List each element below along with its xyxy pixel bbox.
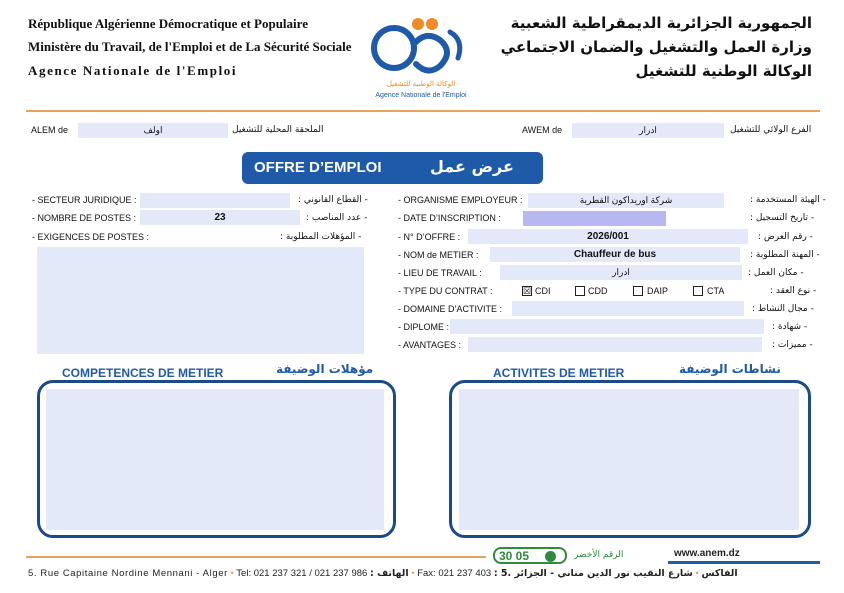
checkbox-daip[interactable] — [633, 286, 643, 296]
address-fr: 5. Rue Capitaine Nordine Mennani - Alger — [28, 568, 228, 579]
checkbox-cta[interactable] — [693, 286, 703, 296]
organisme-field[interactable]: شركة اوريداكون القطرية — [528, 193, 724, 208]
footer-fax-ar: : الفاكس — [493, 568, 738, 579]
checkbox-cdd-label: CDD — [588, 286, 608, 296]
activites-title: ACTIVITES DE METIER — [493, 366, 625, 380]
footer-rule-orange — [26, 556, 486, 558]
avantages-label-ar: - مميزات : — [772, 340, 813, 350]
checkbox-cdi[interactable]: ☒ — [523, 286, 532, 296]
organisme-label: - ORGANISME EMPLOYEUR : — [398, 195, 523, 205]
header-ar-line2: وزارة العمل والتشغيل والضمان الاجتماعي — [500, 38, 812, 56]
header-ar-line1: الجمهورية الجزائرية الديمقراطية الشعبية — [510, 14, 812, 32]
noffre-label-ar: - رقم العرض : — [758, 232, 813, 242]
secteur-label-ar: - القطاع القانوني : — [298, 195, 368, 205]
awem-label: AWEM de — [522, 125, 563, 135]
diplome-field[interactable] — [450, 319, 764, 334]
anem-logo — [366, 10, 476, 106]
date-field[interactable] — [523, 211, 666, 226]
nombre-label-ar: - عدد المناصب : — [306, 213, 368, 223]
diplome-label-ar: - شهادة : — [772, 322, 808, 332]
logo-caption-ar: الوكالة الوطنية للتشغيل — [386, 80, 456, 88]
avantages-field[interactable] — [468, 337, 762, 352]
green-number: 30 05 — [499, 549, 530, 563]
noffre-field[interactable]: 2026/001 — [468, 229, 748, 244]
contrat-label-ar: - نوع العقد : — [770, 286, 817, 296]
header-fr-line2: Ministère du Travail, de l'Emploi et de La Sécurité Sociale — [28, 39, 352, 54]
checkbox-cdi-label: CDI — [535, 286, 551, 296]
lieu-field[interactable]: ادرار — [500, 265, 742, 280]
secteur-label: - SECTEUR JURIDIQUE : — [32, 195, 137, 205]
offer-title-bar — [242, 152, 543, 184]
checkbox-cta-label: CTA — [707, 286, 725, 296]
footer-address: 5. Rue Capitaine Nordine Mennani - Alger • Tel: 021 237 321 / 021 237 986 : الهاتف • Fax: 021 237 403 : الفاكس • شارع النقيب نور الدين مناني - الجزائر .5 — [28, 568, 738, 579]
header-ar-line3: الوكالة الوطنية للتشغيل — [635, 62, 812, 80]
anem-logo-icon — [366, 10, 476, 82]
activites-textarea[interactable] — [459, 389, 799, 530]
phone-icon — [545, 551, 556, 562]
header-fr-line3: Agence Nationale de l'Emploi — [28, 63, 238, 78]
alem-label-ar: الملحقة المحلية للتشغيل — [232, 125, 324, 135]
lieu-label-ar: - مكان العمل : — [748, 268, 804, 278]
footer-tel-ar: : الهاتف — [369, 568, 409, 579]
checkbox-daip-label: DAIP — [647, 286, 669, 296]
diplome-label: - DIPLOME : — [398, 322, 450, 332]
header-divider — [26, 110, 820, 112]
footer-fax: Fax: 021 237 403 — [417, 568, 492, 579]
competences-textarea[interactable] — [46, 389, 384, 530]
footer-rule-blue — [668, 561, 820, 564]
activites-title-ar: نشاطات الوضيفة — [679, 362, 781, 376]
checkbox-cdd[interactable] — [575, 286, 585, 296]
exigences-textarea[interactable] — [37, 247, 364, 354]
domaine-field[interactable] — [512, 301, 744, 316]
activites-panel — [449, 380, 811, 538]
alem-label: ALEM de — [31, 125, 69, 135]
avantages-label: - AVANTAGES : — [398, 340, 462, 350]
green-number-label-ar: الرقم الأخضر — [574, 550, 624, 560]
awem-field[interactable]: ادرار — [572, 123, 724, 138]
awem-label-ar: الفرع الولائي للتشغيل — [730, 125, 812, 135]
website-link[interactable]: www.anem.dz — [674, 548, 740, 559]
contrat-label: - TYPE DU CONTRAT : — [398, 286, 493, 296]
competences-title: COMPETENCES DE METIER — [62, 366, 224, 380]
header-fr-line1: République Algérienne Démocratique et Populaire — [28, 16, 308, 31]
metier-field[interactable]: Chauffeur de bus — [490, 247, 740, 262]
title-ar: عرض عمل — [430, 157, 514, 176]
logo-caption-fr: Agence Nationale de l'Emploi — [375, 92, 467, 99]
competences-title-ar: مؤهلات الوضيفة — [276, 362, 374, 376]
title-fr: OFFRE D’EMPLOI — [254, 159, 382, 176]
nombre-label: - NOMBRE DE POSTES : — [32, 213, 137, 223]
metier-label: - NOM de METIER : — [398, 250, 479, 260]
footer-tel: Tel: 021 237 321 / 021 237 986 — [236, 568, 368, 579]
exigences-label: - EXIGENCES DE POSTES : — [32, 232, 150, 242]
noffre-label: - N° D’OFFRE : — [398, 232, 461, 242]
date-label-ar: - تاريخ التسجيل : — [750, 213, 815, 223]
domaine-label-ar: - مجال النشاط : — [752, 304, 814, 314]
exigences-label-ar: - المؤهلات المطلوبة : — [280, 232, 362, 242]
date-label: - DATE D’INSCRIPTION : — [398, 213, 501, 223]
green-number-badge — [493, 547, 567, 564]
lieu-label: - LIEU DE TRAVAIL : — [398, 268, 482, 278]
metier-label-ar: - المهنة المطلوبة : — [750, 250, 820, 260]
address-ar: شارع النقيب نور الدين مناني - الجزائر .5 — [500, 568, 693, 579]
competences-panel — [37, 380, 396, 538]
nombre-field[interactable]: 23 — [140, 210, 300, 225]
secteur-field[interactable] — [140, 193, 290, 208]
alem-field[interactable]: اولف — [78, 123, 228, 138]
domaine-label: - DOMAINE D’ACTIVITE : — [398, 304, 503, 314]
organisme-label-ar: - الهيئة المستخدمة : — [750, 195, 826, 205]
